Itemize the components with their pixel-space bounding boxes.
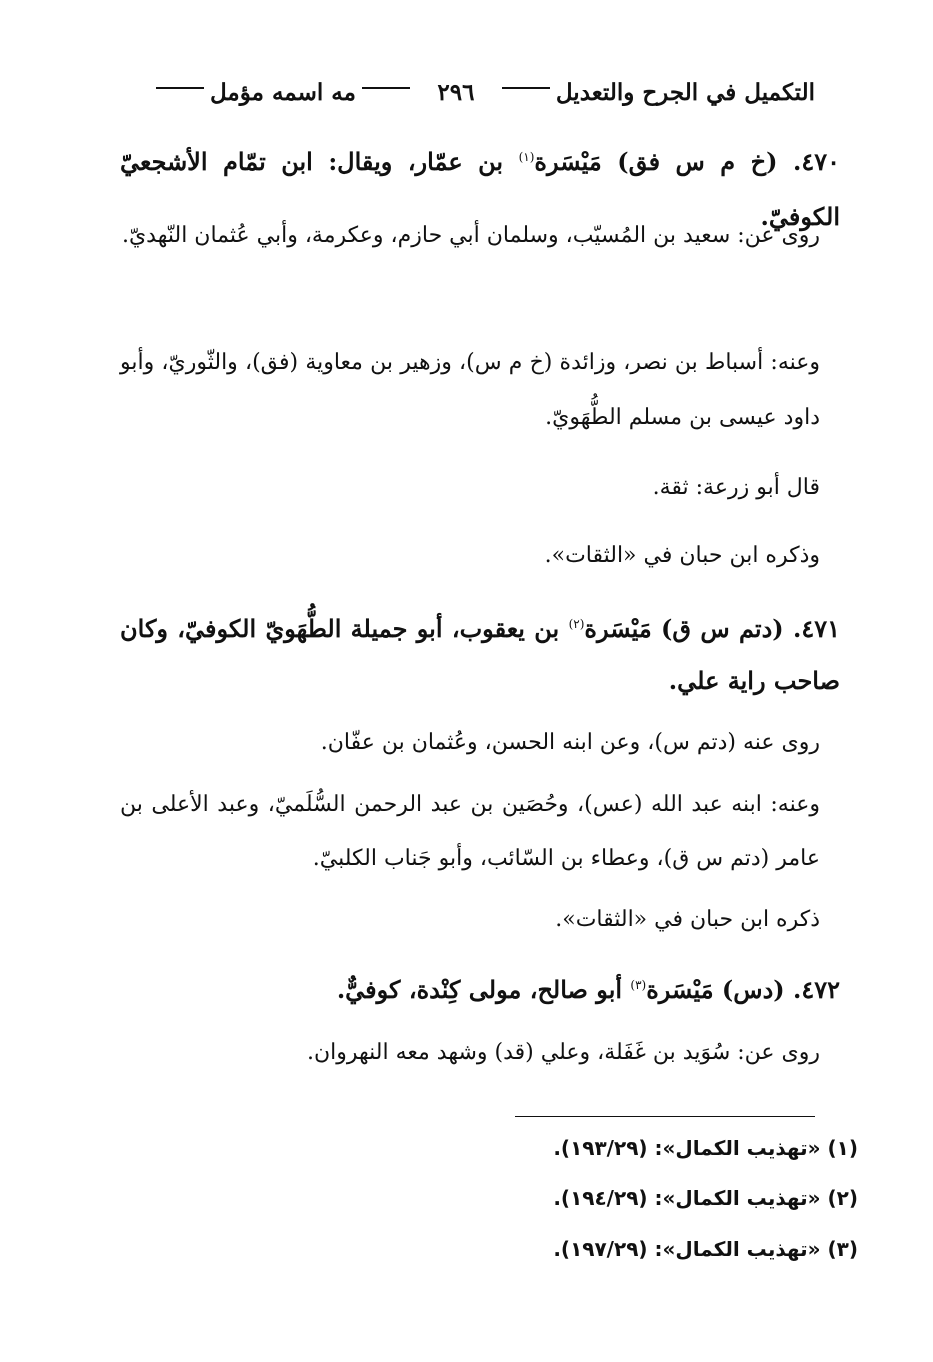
entry-471-students xyxy=(120,778,820,886)
footnote-separator xyxy=(515,1116,815,1117)
entry-name: (دتم س ق) مَيْسَرة xyxy=(584,614,784,643)
entry-name-rest: بن يعقوب، أبو جميلة الطُّهَويّ الكوفيّ، وكان صاحب راية علي. xyxy=(120,614,840,695)
header-dash xyxy=(156,87,204,89)
thiqat-line: ذكره ابن حبان في «الثقات». xyxy=(555,907,820,932)
running-header xyxy=(150,70,815,114)
page-number: ٢٩٦ xyxy=(437,78,475,106)
entry-471-thiqat xyxy=(120,892,820,947)
footnote-3: (٣) «تهذيب الكمال»: (١٩٧/٢٩). xyxy=(553,1237,858,1261)
entry-heading xyxy=(120,958,840,1017)
grading-line: قال أبو زرعة: ثقة. xyxy=(652,475,820,500)
narrated-from: روى عن: سُوَيد بن غَفَلة، وعلي (قد) وشهد معه النهروان. xyxy=(306,1040,820,1065)
entry-471 xyxy=(120,598,840,707)
thiqat-line: وذكره ابن حبان في «الثقات». xyxy=(544,543,820,568)
entry-470-students xyxy=(120,335,820,445)
entry-470-grading xyxy=(120,460,820,515)
header-title-group xyxy=(496,79,815,106)
footnote-2: (٢) «تهذيب الكمال»: (١٩٤/٢٩). xyxy=(553,1186,858,1210)
entry-472-from xyxy=(120,1025,820,1080)
narrated-from: روى عنه (دتم س)، وعن ابنه الحسن، وعُثمان بن عفّان. xyxy=(320,730,820,755)
entry-name: (دس) مَيْسَرة xyxy=(646,975,785,1004)
header-section-group xyxy=(150,79,416,106)
entry-471-from xyxy=(120,715,820,770)
entry-470-thiqat xyxy=(120,528,820,583)
narrated-by: وعنه: ابنه عبد الله (عس)، وحُصَين بن عبد الرحمن السُّلَميّ، وعبد الأعلى بن عامر (دتم س ق)، وعطاء بن السّائب، وأبو جَناب الكلبيّ. xyxy=(120,792,820,871)
entry-472 xyxy=(120,958,840,1017)
entry-name-rest: أبو صالح، مولى كِنْدة، كوفيٌّ. xyxy=(336,975,623,1004)
header-dash xyxy=(502,87,550,89)
entry-number: ٤٧٠. xyxy=(792,147,841,176)
header-section: مه اسمه مؤمل xyxy=(210,78,356,106)
footnote-ref: (١) xyxy=(518,150,535,164)
entry-number: ٤٧١. xyxy=(793,614,841,643)
entry-name: (خ م س فق) مَيْسَرة xyxy=(534,147,778,176)
header-title: التكميل في الجرح والتعديل xyxy=(555,78,815,106)
footnote-ref: (٢) xyxy=(568,617,585,631)
entry-heading xyxy=(120,598,840,707)
footnote-ref: (٣) xyxy=(630,978,647,992)
narrated-by: وعنه: أسباط بن نصر، وزائدة (خ م س)، وزهير بن معاوية (فق)، والثّوريّ، وأبو داود عيسى بن مسلم الطُّهَويّ. xyxy=(120,350,820,430)
entry-number: ٤٧٢. xyxy=(792,975,840,1004)
header-dash xyxy=(362,87,410,89)
footnote-1: (١) «تهذيب الكمال»: (١٩٣/٢٩). xyxy=(553,1136,858,1160)
entry-name-rest: بن عمّار، ويقال: ابن تمّام الأشجعيّ الكوفيّ. xyxy=(120,147,840,231)
entry-470-body xyxy=(120,210,820,262)
narrated-from: روى عن: سعيد بن المُسيّب، وسلمان أبي حازم، وعكرمة، وأبي عُثمان النّهديّ. xyxy=(121,223,820,248)
